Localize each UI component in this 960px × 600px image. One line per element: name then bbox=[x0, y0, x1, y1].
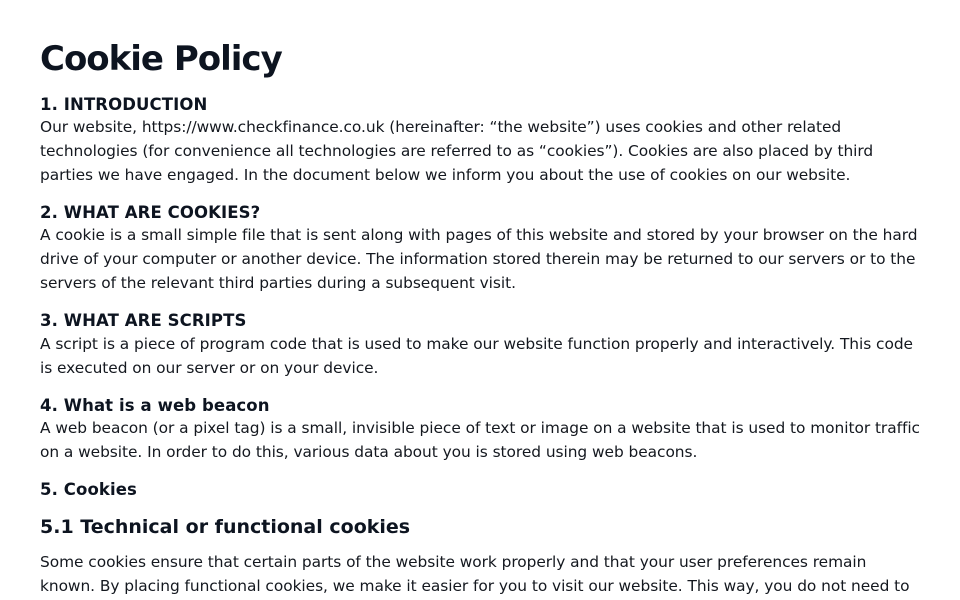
section-body-introduction: Our website, https://www.checkfinance.co.uk (hereinafter: “the website”) uses cookies and other related technologies (for convenience all technologies are referred to as “cookies”). Cookies are also placed by third parties we have engaged. In the document below we inform you about the use of cookies on our website. bbox=[40, 118, 874, 184]
section-heading-introduction: 1. INTRODUCTION bbox=[40, 95, 208, 114]
section-heading-functional-cookies: 5.1 Technical or functional cookies bbox=[40, 516, 411, 538]
section-body-web-beacon: A web beacon (or a pixel tag) is a small, invisible piece of text or image on a website that is used to monitor traffic on a website. In order to do this, various data about you is stored using web beacons. bbox=[40, 419, 920, 461]
page-title: Cookie Policy bbox=[40, 39, 282, 79]
section-body-what-are-cookies: A cookie is a small simple file that is sent along with pages of this website and stored by your browser on the hard drive of your computer or another device. The information stored therein may be returned to our servers or to the servers of the relevant third parties during a subsequent visit. bbox=[40, 226, 918, 292]
section-heading-web-beacon: 4. What is a web beacon bbox=[40, 396, 270, 415]
section-body-functional-cookies: Some cookies ensure that certain parts of the website work properly and that your user preferences remain known. By placing functional cookies, we make it easier for you to visit our website. This way, you do not need to bbox=[40, 553, 910, 595]
section-heading-what-are-scripts: 3. WHAT ARE SCRIPTS bbox=[40, 311, 247, 330]
section-heading-cookies: 5. Cookies bbox=[40, 480, 137, 499]
section-heading-what-are-cookies: 2. WHAT ARE COOKIES? bbox=[40, 203, 261, 222]
section-body-what-are-scripts: A script is a piece of program code that is used to make our website function properly and interactively. This code is executed on our server or on your device. bbox=[40, 335, 913, 377]
